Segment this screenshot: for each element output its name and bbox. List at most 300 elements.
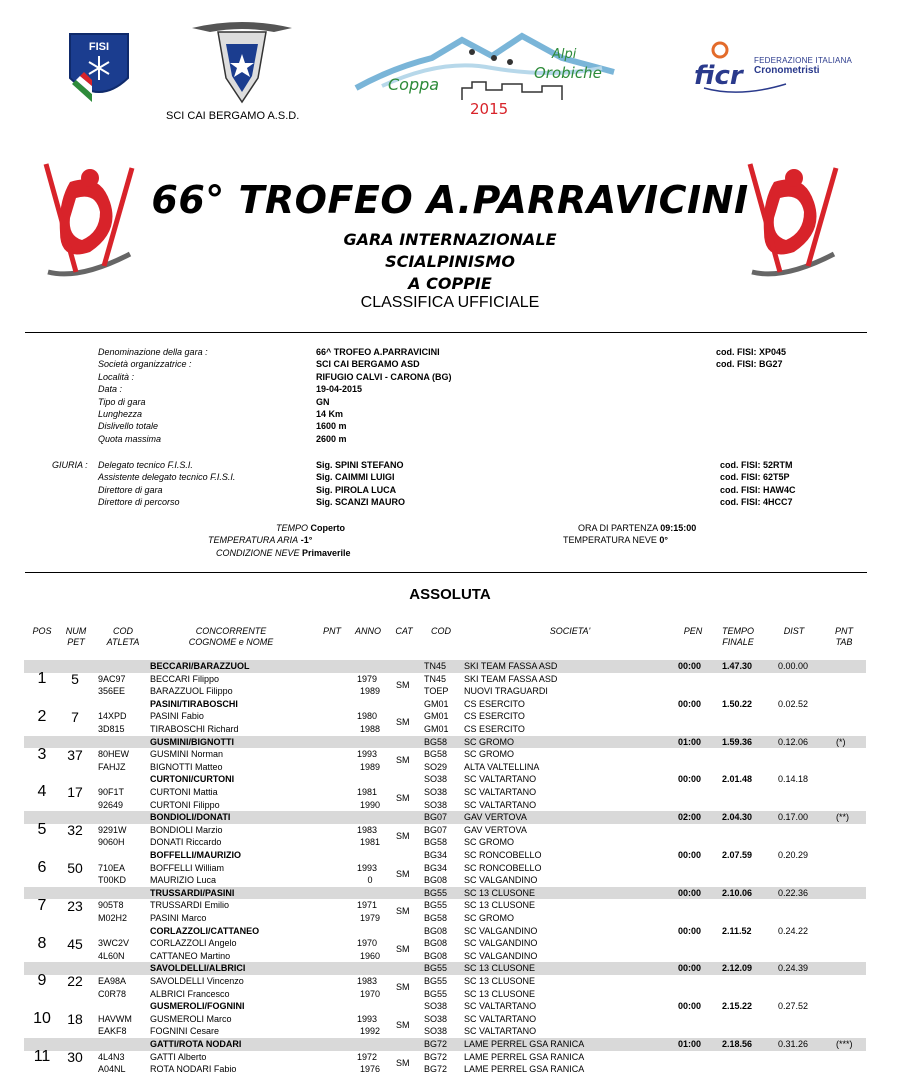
athlete-year: 1976 <box>359 1064 381 1075</box>
gap: 0.27.52 <box>778 1001 809 1012</box>
athlete-society-code: BG55 <box>424 900 448 911</box>
final-time: 2.11.52 <box>722 925 752 936</box>
final-time: 2.12.09 <box>722 963 753 974</box>
partenza-value: 09:15:00 <box>660 523 697 533</box>
athlete-society: SC 13 CLUSONE <box>464 900 536 911</box>
athlete-society: SC GROMO <box>464 837 515 848</box>
coppa-alpi-orobiche-logo <box>352 28 620 116</box>
result-row <box>24 1038 866 1076</box>
athlete-year: 1981 <box>357 786 378 797</box>
athlete-society: SC VALTARTANO <box>464 786 537 797</box>
giuria-name: Sig. SCANZI MAURO <box>316 497 405 508</box>
athlete-year: 1989 <box>359 686 381 697</box>
result-position: 5 <box>37 821 47 839</box>
result-bib: 37 <box>67 746 83 763</box>
team-society-code: SO38 <box>424 774 448 785</box>
giuria-info <box>0 459 900 511</box>
athlete-society: SC VALGANDINO <box>464 950 538 961</box>
athlete-society-code: GM01 <box>424 723 449 734</box>
athlete-name: CURTONI Mattia <box>150 786 218 797</box>
final-time: 1.59.36 <box>722 736 753 747</box>
results-table <box>24 660 866 1076</box>
penalty: 00:00 <box>678 698 702 709</box>
result-row <box>24 698 866 736</box>
category: SM <box>396 717 410 728</box>
team-name: BOFFELLI/MAURIZIO <box>150 849 241 860</box>
athlete-code: 92649 <box>98 799 124 810</box>
classifica-title: CLASSIFICA UFFICIALE <box>360 294 540 311</box>
result-position: 3 <box>37 745 47 763</box>
athlete-year: 1989 <box>359 761 381 772</box>
team-society-code: BG55 <box>424 887 448 898</box>
athlete-year: 1971 <box>357 900 378 911</box>
final-time: 2.18.56 <box>722 1038 753 1049</box>
col-pnt-tab: PNT TAB <box>835 626 853 647</box>
athlete-name: CURTONI Filippo <box>150 799 220 810</box>
team-society-code: BG08 <box>424 925 448 936</box>
team-society: SC 13 CLUSONE <box>464 963 536 974</box>
neve-value: Primaverile <box>302 547 351 558</box>
divider-middle <box>25 572 867 573</box>
team-society: SC RONCOBELLO <box>464 849 542 860</box>
result-row <box>24 849 866 887</box>
athlete-society-code: TN45 <box>424 673 447 684</box>
team-name: SAVOLDELLI/ALBRICI <box>150 963 246 974</box>
result-bib: 7 <box>71 708 79 725</box>
team-society-code: BG58 <box>424 736 448 747</box>
team-society: SKI TEAM FASSA ASD <box>464 661 558 671</box>
team-society-code: SO38 <box>424 1001 448 1012</box>
category: SM <box>396 830 410 841</box>
col-pen: PEN <box>683 626 703 636</box>
info-label: Società organizzatrice : <box>98 359 192 370</box>
athlete-year: 1990 <box>359 799 381 810</box>
athlete-society: SC GROMO <box>464 749 515 760</box>
orobiche-text: Orobiche <box>534 64 602 82</box>
athlete-society-code: SO38 <box>424 1026 448 1037</box>
athlete-name: MAURIZIO Luca <box>150 875 217 886</box>
col-pos: POS <box>32 626 52 636</box>
athlete-year: 1979 <box>357 673 378 684</box>
category: SM <box>396 792 410 803</box>
athlete-year: 1979 <box>359 912 381 923</box>
athlete-name: BARAZZUOL Filippo <box>150 686 233 697</box>
info-value: 66^ TROFEO A.PARRAVICINI <box>316 347 440 357</box>
divider-top <box>25 332 867 333</box>
col-cod: COD <box>431 626 451 636</box>
ficr-federation: FEDERAZIONE ITALIANA <box>754 56 853 65</box>
team-society-code: BG34 <box>424 849 448 860</box>
col-societa: SOCIETA' <box>549 626 591 636</box>
tempo-label: TEMPO <box>276 523 309 533</box>
info-value: 19-04-2015 <box>316 384 363 395</box>
info-value: RIFUGIO CALVI - CARONA (BG) <box>316 371 452 382</box>
col-concorrente: CONCORRENTE COGNOME e NOME <box>188 626 274 647</box>
giuria-code: cod. FISI: 62T5P <box>720 472 790 483</box>
result-row <box>24 925 866 963</box>
giuria-role: Direttore di percorso <box>98 497 180 508</box>
giuria-role: Delegato tecnico F.I.S.I. <box>98 460 193 470</box>
result-position: 7 <box>37 896 47 914</box>
tab-note: (*) <box>836 736 846 747</box>
tempo-value: Coperto <box>310 523 346 533</box>
temp-neve-value: 0° <box>659 535 668 546</box>
team-society-code: BG72 <box>424 1038 448 1049</box>
gap: 0.22.36 <box>778 887 809 898</box>
result-bib: 17 <box>67 784 83 801</box>
athlete-year: 0 <box>367 875 373 886</box>
info-code: cod. FISI: XP045 <box>716 347 787 357</box>
athlete-society: LAME PERREL GSA RANICA <box>464 1064 585 1075</box>
team-name: PASINI/TIRABOSCHI <box>150 698 238 709</box>
athlete-code: C0R78 <box>98 988 127 999</box>
ficr-letters: ficr <box>694 61 743 91</box>
giuria-role: Direttore di gara <box>98 484 163 495</box>
info-label: Data : <box>98 384 123 395</box>
athlete-year: 1972 <box>357 1051 378 1062</box>
penalty: 01:00 <box>678 1038 702 1049</box>
athlete-year: 1988 <box>359 723 381 734</box>
penalty: 00:00 <box>678 1001 702 1012</box>
col-tempo-finale: TEMPO FINALE <box>721 626 754 647</box>
athlete-code: 80HEW <box>98 749 130 760</box>
result-bib: 50 <box>67 859 83 876</box>
team-name: GUSMEROLI/FOGNINI <box>150 1001 245 1012</box>
temp-aria-value: -1° <box>300 535 313 546</box>
result-row <box>24 773 866 811</box>
final-time: 2.10.06 <box>722 887 753 898</box>
athlete-society-code: SO38 <box>424 786 448 797</box>
athlete-year: 1992 <box>359 1026 381 1037</box>
gap: 0.17.00 <box>778 812 809 823</box>
athlete-society-code: BG58 <box>424 912 448 923</box>
athlete-year: 1960 <box>359 950 381 961</box>
team-name: BONDIOLI/DONATI <box>150 812 231 823</box>
athlete-society-code: SO29 <box>424 761 448 772</box>
athlete-society: CS ESERCITO <box>464 723 525 734</box>
final-time: 1.47.30 <box>722 661 753 671</box>
team-society: SC 13 CLUSONE <box>464 887 536 898</box>
athlete-year: 1993 <box>357 1013 378 1024</box>
partenza-label: ORA DI PARTENZA <box>578 523 658 533</box>
result-position: 4 <box>37 783 47 801</box>
result-position: 6 <box>37 858 47 876</box>
athlete-code: 3WC2V <box>98 938 130 949</box>
gap: 0.24.39 <box>778 963 809 974</box>
athlete-code: FAHJZ <box>98 761 126 772</box>
info-label: Quota massima <box>98 433 162 444</box>
athlete-name: ROTA NODARI Fabio <box>150 1064 237 1075</box>
result-bib: 45 <box>67 935 83 952</box>
tab-note: (**) <box>836 812 849 823</box>
giuria-code: cod. FISI: 4HCC7 <box>720 497 793 508</box>
athlete-society: SC VALGANDINO <box>464 938 538 949</box>
team-society: SC VALTARTANO <box>464 1001 537 1012</box>
athlete-society: SKI TEAM FASSA ASD <box>464 673 558 684</box>
athlete-name: SAVOLDELLI Vincenzo <box>150 975 244 986</box>
athlete-name: CORLAZZOLI Angelo <box>150 938 237 949</box>
result-row <box>24 736 866 774</box>
giuria-label: GIURIA : <box>52 460 88 470</box>
athlete-code: 710EA <box>98 862 126 873</box>
athlete-name: TIRABOSCHI Richard <box>150 723 239 734</box>
tab-note: (***) <box>836 1038 853 1049</box>
athlete-society-code: BG55 <box>424 988 448 999</box>
athlete-name: BONDIOLI Marzio <box>150 824 223 835</box>
temp-neve-label: TEMPERATURA NEVE <box>563 535 657 546</box>
athlete-name: FOGNINI Cesare <box>150 1026 220 1037</box>
result-row <box>24 811 866 849</box>
alpi-text: Alpi <box>552 47 577 62</box>
team-society: LAME PERREL GSA RANICA <box>464 1038 585 1049</box>
athlete-society: LAME PERREL GSA RANICA <box>464 1051 585 1062</box>
category: SM <box>396 981 410 992</box>
result-position: 11 <box>33 1047 51 1065</box>
athlete-year: 1970 <box>359 988 381 999</box>
athlete-code: 4L4N3 <box>98 1051 125 1062</box>
athlete-code: A04NL <box>98 1064 126 1075</box>
penalty: 00:00 <box>678 963 702 974</box>
category: SM <box>396 755 410 766</box>
category: SM <box>396 944 410 955</box>
athlete-society-code: SO38 <box>424 1013 448 1024</box>
athlete-code: 3D815 <box>98 723 125 734</box>
team-society-code: TN45 <box>424 661 447 671</box>
info-value: 1600 m <box>316 421 347 432</box>
info-label: Tipo di gara <box>98 396 146 407</box>
athlete-year: 1993 <box>357 862 378 873</box>
result-row <box>24 660 866 698</box>
athlete-code: T00KD <box>98 875 127 886</box>
category: SM <box>396 1057 410 1068</box>
athlete-name: BOFFELLI William <box>150 862 225 873</box>
gap: 0.14.18 <box>778 774 809 785</box>
team-name: GATTI/ROTA NODARI <box>150 1038 242 1049</box>
athlete-name: PASINI Fabio <box>150 711 204 722</box>
athlete-society: SC VALGANDINO <box>464 875 538 886</box>
category: SM <box>396 868 410 879</box>
team-name: CURTONI/CURTONI <box>150 774 235 785</box>
athlete-year: 1993 <box>357 749 378 760</box>
penalty: 00:00 <box>678 887 702 898</box>
cai-logo <box>188 18 296 106</box>
athlete-society-code: BG58 <box>424 837 448 848</box>
athlete-society-code: BG34 <box>424 862 448 873</box>
athlete-society: SC GROMO <box>464 912 515 923</box>
penalty: 00:00 <box>678 849 702 860</box>
temp-aria-label: TEMPERATURA ARIA <box>208 535 299 546</box>
athlete-year: 1983 <box>357 975 378 986</box>
athlete-code: 905T8 <box>98 900 124 911</box>
info-label: Località : <box>98 371 135 382</box>
athlete-society: ALTA VALTELLINA <box>464 761 540 772</box>
subtitle-coppie: A COPPIE <box>408 274 492 293</box>
athlete-society: SC VALTARTANO <box>464 799 537 810</box>
penalty: 00:00 <box>678 774 702 785</box>
giuria-name: Sig. SPINI STEFANO <box>316 460 404 470</box>
penalty: 00:00 <box>678 925 702 936</box>
athlete-name: CATTANEO Martino <box>150 950 231 961</box>
info-value: SCI CAI BERGAMO ASD <box>316 359 420 370</box>
athlete-society: NUOVI TRAGUARDI <box>464 686 548 697</box>
result-row <box>24 962 866 1000</box>
result-position: 8 <box>37 934 47 952</box>
final-time: 2.04.30 <box>722 812 753 823</box>
team-name: TRUSSARDI/PASINI <box>150 887 235 898</box>
team-name: BECCARI/BARAZZUOL <box>150 661 250 671</box>
info-value: 14 Km <box>316 409 344 419</box>
page-title: 66° TROFEO A.PARRAVICINI <box>151 178 749 222</box>
athlete-society-code: TOEP <box>424 686 449 697</box>
athlete-code: 356EE <box>98 686 126 697</box>
athlete-code: 4L60N <box>98 950 125 961</box>
athlete-name: GUSMEROLI Marco <box>150 1013 232 1024</box>
athlete-society-code: BG07 <box>424 824 448 835</box>
giuria-code: cod. FISI: 52RTM <box>720 460 793 470</box>
result-position: 10 <box>33 1010 51 1028</box>
giuria-name: Sig. CAIMMI LUIGI <box>316 472 395 483</box>
athlete-name: TRUSSARDI Emilio <box>150 900 230 911</box>
result-bib: 18 <box>67 1011 83 1028</box>
result-row <box>24 1000 866 1038</box>
athlete-year: 1981 <box>359 837 381 848</box>
penalty: 02:00 <box>678 812 702 823</box>
info-value: GN <box>316 396 330 407</box>
athlete-name: ALBRICI Francesco <box>150 988 230 999</box>
team-society: GAV VERTOVA <box>464 812 527 823</box>
col-num-pet: NUM PET <box>65 626 87 647</box>
athlete-name: BIGNOTTI Matteo <box>150 761 223 772</box>
gap: 0.00.00 <box>778 661 809 671</box>
final-time: 1.50.22 <box>722 698 753 709</box>
athlete-society-code: SO38 <box>424 799 448 810</box>
gap: 0.20.29 <box>778 849 809 860</box>
athlete-code: 90F1T <box>98 786 125 797</box>
gap: 0.24.22 <box>778 925 809 936</box>
team-society: SC VALGANDINO <box>464 925 538 936</box>
athlete-name: GUSMINI Norman <box>150 749 224 760</box>
athlete-year: 1970 <box>357 938 378 949</box>
athlete-society: SC VALTARTANO <box>464 1026 537 1037</box>
giuria-role: Assistente delegato tecnico F.I.S.I. <box>98 472 236 483</box>
athlete-society-code: BG58 <box>424 749 448 760</box>
ficr-cronometristi: Cronometristi <box>754 65 820 76</box>
athlete-society-code: BG72 <box>424 1064 448 1075</box>
athlete-society-code: GM01 <box>424 711 449 722</box>
result-bib: 23 <box>67 897 83 914</box>
result-position: 2 <box>37 707 47 725</box>
result-bib: 32 <box>67 822 83 839</box>
team-society: SC GROMO <box>464 736 515 747</box>
coppa-text: Coppa <box>388 75 440 94</box>
athlete-society: SC 13 CLUSONE <box>464 975 536 986</box>
athlete-society-code: BG08 <box>424 938 448 949</box>
athlete-name: BECCARI Filippo <box>150 673 220 684</box>
col-cod-atleta: COD ATLETA <box>106 626 140 647</box>
section-title: ASSOLUTA <box>409 586 491 603</box>
athlete-society: GAV VERTOVA <box>464 824 527 835</box>
result-position: 1 <box>37 670 47 687</box>
team-name: GUSMINI/BIGNOTTI <box>150 736 234 747</box>
giuria-code: cod. FISI: HAW4C <box>720 484 796 495</box>
info-label: Dislivello totale <box>98 421 159 432</box>
gap: 0.02.52 <box>778 698 809 709</box>
athlete-name: DONATI Riccardo <box>150 837 222 848</box>
col-pnt: PNT <box>323 626 341 636</box>
giuria-name: Sig. PIROLA LUCA <box>316 484 397 495</box>
athlete-name: PASINI Marco <box>150 912 207 923</box>
result-position: 9 <box>37 972 47 990</box>
athlete-code: M02H2 <box>98 912 128 923</box>
category: SM <box>396 679 410 690</box>
athlete-code: 14XPD <box>98 711 127 722</box>
team-society: SC VALTARTANO <box>464 774 537 785</box>
athlete-society-code: BG08 <box>424 950 448 961</box>
athlete-society-code: BG08 <box>424 875 448 886</box>
gap: 0.12.06 <box>778 736 809 747</box>
final-time: 2.07.59 <box>722 849 753 860</box>
info-value: 2600 m <box>316 433 347 444</box>
fisi-logo <box>62 28 136 108</box>
team-society: CS ESERCITO <box>464 698 525 709</box>
team-society-code: GM01 <box>424 698 449 709</box>
team-society-code: BG07 <box>424 812 448 823</box>
gap: 0.31.26 <box>778 1038 809 1049</box>
cai-caption: SCI CAI BERGAMO A.S.D. <box>166 110 300 122</box>
athlete-code: EAKF8 <box>98 1026 127 1037</box>
col-cat: CAT <box>395 626 413 636</box>
result-row <box>24 887 866 925</box>
fisi-logo-text: FISI <box>88 41 110 53</box>
result-bib: 30 <box>67 1048 83 1065</box>
athlete-society: SC RONCOBELLO <box>464 862 542 873</box>
athlete-year: 1983 <box>357 824 378 835</box>
athlete-society: CS ESERCITO <box>464 711 525 722</box>
penalty: 00:00 <box>678 661 702 671</box>
athlete-society: SC VALTARTANO <box>464 1013 537 1024</box>
race-info <box>0 346 900 446</box>
info-label: Denominazione della gara : <box>98 347 208 357</box>
subtitle-gara: GARA INTERNAZIONALE <box>343 230 557 249</box>
year-text: 2015 <box>470 100 509 116</box>
info-label: Lunghezza <box>98 409 143 419</box>
final-time: 2.01.48 <box>722 774 753 785</box>
athlete-year: 1980 <box>357 711 378 722</box>
result-bib: 22 <box>67 973 83 990</box>
col-anno: ANNO <box>354 626 381 636</box>
category: SM <box>396 1019 410 1030</box>
team-society-code: BG55 <box>424 963 448 974</box>
athlete-society-code: BG72 <box>424 1051 448 1062</box>
neve-label: CONDIZIONE NEVE <box>216 547 300 558</box>
penalty: 01:00 <box>678 736 702 747</box>
athlete-code: 9291W <box>98 824 127 835</box>
final-time: 2.15.22 <box>722 1001 753 1012</box>
athlete-code: 9AC97 <box>98 673 126 684</box>
athlete-code: EA98A <box>98 975 127 986</box>
athlete-society: SC 13 CLUSONE <box>464 988 536 999</box>
info-code: cod. FISI: BG27 <box>716 359 783 370</box>
athlete-code: HAVWM <box>98 1013 132 1024</box>
athlete-name: GATTI Alberto <box>150 1051 207 1062</box>
team-name: CORLAZZOLI/CATTANEO <box>150 925 260 936</box>
athlete-code: 9060H <box>98 837 125 848</box>
result-bib: 5 <box>71 671 79 687</box>
category: SM <box>396 906 410 917</box>
athlete-society-code: BG55 <box>424 975 448 986</box>
subtitle-scialpinismo: SCIALPINISMO <box>385 252 515 271</box>
col-dist: DIST <box>783 626 805 636</box>
